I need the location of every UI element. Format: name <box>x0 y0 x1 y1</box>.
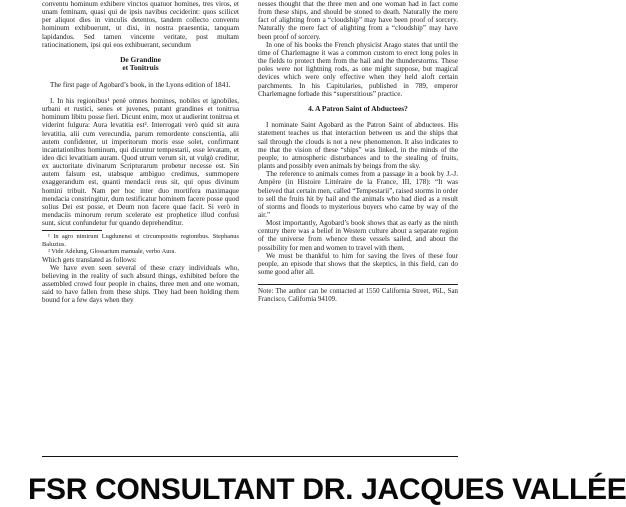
note-divider <box>258 284 458 285</box>
latin-intro-paragraph: conventu hominum exhibere vinctos quatuor homines, tres viros, et unam feminam, quasi qui de ipsis navibus ceciderint: quos scilicet per aliquot dies in vinculis detentos, tandem collecto conventu hominum exhibuerunt, ut dixi, in nostra praesentia, tanquam lapidandos. Sed tamen vincente veritate, post multam ratiocinationem, ipsi qui eos exhibuerant, secundum <box>42 0 239 49</box>
footnote-2: ² Vide Adelung, Glossarium manuale, verbo Aura. <box>48 248 176 256</box>
footnote-1: ¹ In agro nimirum Lugdunensi et circumpositis regionibus. Stephanus Baluzius. <box>42 233 239 248</box>
section-heading <box>42 56 239 73</box>
right-paragraph-3: I nominate Saint Agobard as the Patron Saint of abductees. His statement teaches us that interaction between us and the ships that sail through the clouds is not a new phenomenon. It also indicates to me that the vision of these “ships” was linked, in the minds of the people, to atmospheric disturbances and to the stealing of fruits, plants and possibly even animals by beings from the sky. <box>258 121 458 171</box>
section-heading-patron-saint: 4. A Patron Saint of Abductees? <box>308 103 408 113</box>
latin-main-paragraph: I. In his regionibus¹ penè omnes homines, nobiles et ignobiles, urbani et rustici, senes et juvenes, putant grandines et tonitrua hominum libitu posse fieri. Dicunt enim, mox ut audierint tonitrua et viderint fulgura: Aura levatitia est². Interrogati verò quid sit aura levatitia, alii cum verecundia, parum remordente conscientia, alii autem confidenter, ut imperitorum moris esse solet, confirmant incantationibus hominum, qui dicuntur tempestarii, esse levatam, et ideo dici levatitiam auram. Quod utrum verum sit, ut vulgò creditur, ex auctoritate divinarum Scripturarum probetur necesse est. Sin autem falsum est, utabsque ambiguo credimus, summopere exaggerandum est, quanti mendacii reus sit, qui opus divinum homini tribuit. Nam per hoc inter duo mortifera maximaque mendacia constringitur, dum testificatur hominem facere posse quod solius Dei est posse, et Deum non facere quae facit. Si verò in mendaciis minorum rerum scelerate est prophetice illud confusi sunt, sicut confundetur fur quando deprehenditur. <box>42 96 239 228</box>
section-heading-line2: et Tonitruis <box>122 63 159 73</box>
banner-headline: FSR CONSULTANT DR. JACQUES VALLÉE <box>28 473 626 506</box>
edition-note: The first page of Agobard’s book, in the Lyons edition of 1841. <box>50 80 231 89</box>
contact-note: Note: The author can be contacted at 1550 California Street, #6L, San Francisco, California 94109. <box>258 288 458 304</box>
left-column <box>42 0 239 305</box>
translation-intro: Which gets translated as follows: <box>42 255 137 264</box>
translation-paragraph: We have even seen several of these crazy individuals who, believing in the reality of such absurd things, exhibited before the assembled crowd four people in chains, three men and one woman, said to have fallen from these ships. They had been holding them bound for a few days when they <box>42 263 239 305</box>
section-heading-line1: De Grandine <box>120 54 161 64</box>
footnote-divider <box>42 230 102 231</box>
right-paragraph-4: The reference to animals comes from a passage in a book by J.-J. Ampère (in Histoire Littéraire de la France, III, 178): “It was believed that certain men, called “Tempestarii”, raised storms in order to sell the fruits hit by hail and the animals who had died as a result of storms and floods to mysterious buyers who came by way of the air.” <box>258 170 458 219</box>
right-paragraph-1: nesses thought that the three men and one woman had in fact come from these ships, and should be stoned to death. Naturally the mere fact of alighting from a “cloudship” may have been proof of sorcery. Naturally the mere fact of alighting from a “cloudship” may have been proof of sorcery. <box>258 0 458 41</box>
page-bottom-rule <box>42 456 458 457</box>
right-paragraph-2: In one of his books the French physicist Arago states that until the time of Charlemagne it was a common custom to erect long poles in the fields to protect them from the hail and the thunderstorms. These poles were not lightning rods, as one might suppose, but magical devices which were only effective when they held aloft certain parchments. In his Capitularies, published in 789, emperor Charlemagne forbade this “superstitious” practice. <box>258 40 458 98</box>
right-paragraph-6: We must be thankful to him for saving the lives of these four people, an episode that shows that the skeptics, in this field, can do some good after all. <box>258 251 458 277</box>
right-paragraph-5: Most importantly, Agobard’s book shows that as early as the ninth century there was a belief in Western culture about a separate region of the universe from whence these vessels sailed, and about the possibility for men and women to travel with them. <box>258 219 458 252</box>
right-column <box>258 0 458 304</box>
